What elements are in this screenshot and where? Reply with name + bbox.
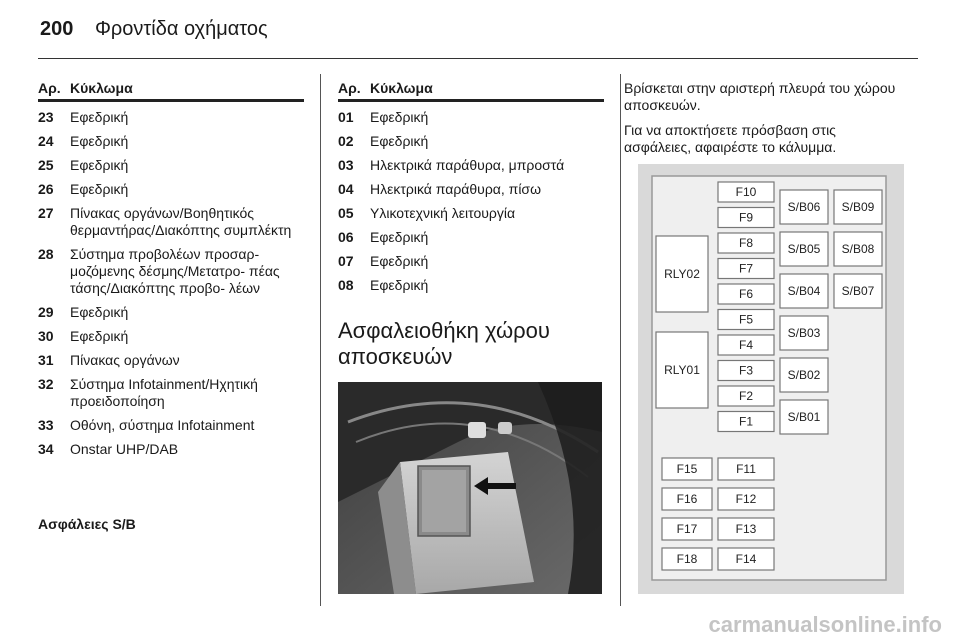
fuse-number: 31 [38, 352, 54, 368]
circuit-description: Εφεδρική [70, 328, 129, 344]
table-row [338, 253, 604, 270]
sb-fuse-cell [780, 316, 828, 350]
fuse-cell [718, 386, 774, 406]
table-row [338, 133, 604, 150]
table-row [338, 277, 604, 294]
table-row [338, 181, 604, 198]
fuse-number: 30 [38, 328, 54, 344]
fuse-table-sb [338, 80, 604, 294]
circuit-description: Εφεδρική [70, 109, 129, 125]
circuit-description: Σύστημα Infotainment/Ηχητική προειδοποίηση [70, 376, 258, 409]
sb-fuse-cell-label: S/B06 [787, 200, 821, 214]
table-row [38, 376, 304, 410]
fuse-cell-label: F12 [735, 492, 757, 506]
fuse-cell [662, 458, 712, 480]
fuse-number: 28 [38, 246, 54, 262]
page-title: Φροντίδα οχήματος [94, 18, 268, 40]
sb-fuse-cell-label: S/B03 [787, 326, 821, 340]
fuse-cell-label: F1 [738, 414, 754, 429]
circuit-description: Onstar UHP/DAB [70, 441, 179, 457]
sb-fuse-cell [834, 232, 882, 266]
sb-fuse-cell-label: S/B01 [787, 410, 821, 424]
table-row [38, 304, 304, 321]
table-row [38, 328, 304, 345]
fuse-number: 27 [38, 205, 54, 221]
circuit-description: Πίνακας οργάνων/Βοηθητικός θερμαντήρας/Διακόπτης συμπλέκτη [70, 205, 292, 238]
circuit-description: Οθόνη, σύστημα Infotainment [70, 417, 255, 433]
fuse-cell-label: F11 [736, 462, 756, 476]
trunk-photo [338, 382, 602, 594]
fuse-cell-label: F14 [735, 552, 757, 566]
col-header-circuit: Κύκλωμα [70, 80, 133, 96]
fuse-cell [718, 310, 774, 330]
table-row [338, 205, 604, 222]
table-row [38, 157, 304, 174]
relay-cell [656, 332, 708, 408]
fuse-cell [662, 518, 712, 540]
access-text: Για να αποκτήσετε πρόσβαση στις ασφάλειες, αφαιρέστε το κάλυμμα. [624, 122, 837, 155]
circuit-description: Σύστημα προβολέων προσαρ- μοζόμενης δέσμης/Μετατρο- πέας τάσης/Διακόπτης προβο- λέων [70, 246, 280, 296]
fuses-sb-title: Ασφάλειες S/B [38, 516, 136, 532]
fuse-number: 02 [338, 133, 354, 149]
relay-cell-label: RLY02 [664, 267, 700, 281]
table-row [38, 417, 304, 434]
column-divider-2 [620, 74, 621, 606]
fuse-cell [718, 458, 774, 480]
sb-fuse-cell [780, 232, 828, 266]
fuse-number: 04 [338, 181, 354, 197]
fuse-cell [718, 361, 774, 381]
fuse-number: 07 [338, 253, 354, 269]
sb-fuse-cell-label: S/B08 [841, 242, 875, 256]
fuse-cell [718, 182, 774, 202]
circuit-description: Εφεδρική [370, 109, 429, 125]
fuse-number: 33 [38, 417, 54, 433]
sb-fuse-cell-label: S/B07 [841, 284, 875, 298]
col-header-no: Αρ. [338, 80, 361, 96]
page-header [40, 18, 268, 41]
fuse-number: 08 [338, 277, 354, 293]
fuse-cell-label: F7 [738, 261, 754, 276]
circuit-description: Εφεδρική [70, 133, 129, 149]
sb-fuse-cell-label: S/B05 [787, 242, 821, 256]
sb-fuse-cell [780, 274, 828, 308]
fuse-cell [718, 548, 774, 570]
fuse-table-left [38, 80, 304, 458]
fuse-cell-label: F13 [735, 522, 757, 536]
fuse-cell [718, 208, 774, 228]
watermark: carmanualsonline.info [708, 612, 942, 637]
table-row [338, 157, 604, 174]
page-number: 200 [40, 18, 74, 40]
fuse-cell [718, 233, 774, 253]
fuse-cell [718, 518, 774, 540]
fuse-cell [662, 488, 712, 510]
relay-cell-label: RLY01 [664, 363, 700, 377]
table-row [338, 229, 604, 246]
table-row [338, 109, 604, 126]
circuit-description: Εφεδρική [70, 304, 129, 320]
circuit-description: Εφεδρική [370, 133, 429, 149]
fuse-cell [718, 412, 774, 432]
table-row [38, 181, 304, 198]
sb-fuse-cell-label: S/B02 [787, 368, 821, 382]
circuit-description: Εφεδρική [370, 277, 429, 293]
fuse-number: 23 [38, 109, 54, 125]
sb-fuse-cell-label: S/B09 [841, 200, 875, 214]
fuse-number: 06 [338, 229, 354, 245]
fuse-cell [718, 488, 774, 510]
column-divider-1 [320, 74, 321, 606]
circuit-description: Εφεδρική [370, 229, 429, 245]
fuse-cell [718, 259, 774, 279]
fuse-number: 26 [38, 181, 54, 197]
sb-fuse-cell [834, 274, 882, 308]
fuse-cell-label: F18 [676, 552, 698, 566]
fuse-number: 34 [38, 441, 54, 457]
sb-fuse-cell [780, 400, 828, 434]
fuse-cell-label: F17 [676, 522, 698, 536]
section-title: Ασφαλειοθήκη χώρου αποσκευών [338, 318, 550, 369]
fuse-cell [662, 548, 712, 570]
fuse-cell-label: F3 [738, 363, 754, 378]
circuit-description: Ηλεκτρικά παράθυρα, πίσω [370, 181, 542, 197]
table-body [38, 109, 304, 458]
fuse-cell-label: F15 [676, 462, 698, 476]
fuse-number: 05 [338, 205, 354, 221]
fuse-cell-label: F9 [738, 210, 754, 225]
table-header [38, 80, 304, 102]
sb-fuse-cell [780, 358, 828, 392]
table-body [338, 109, 604, 294]
table-header [338, 80, 604, 102]
header-divider [38, 58, 918, 59]
fuse-box-diagram [638, 164, 904, 594]
table-row [38, 205, 304, 239]
fuse-cell-label: F8 [738, 236, 754, 250]
fuse-cell-label: F2 [738, 389, 754, 403]
fuse-cell [718, 284, 774, 304]
table-row [38, 352, 304, 369]
circuit-description: Εφεδρική [370, 253, 429, 269]
fuse-cell-label: F10 [735, 185, 757, 199]
table-row [38, 109, 304, 126]
table-row [38, 246, 304, 297]
col-header-no: Αρ. [38, 80, 61, 96]
table-row [38, 441, 304, 458]
table-row [38, 133, 304, 150]
fuse-cell [718, 335, 774, 355]
circuit-description: Εφεδρική [70, 157, 129, 173]
sb-fuse-cell [780, 190, 828, 224]
fuse-cell-label: F16 [676, 492, 698, 506]
fuse-number: 29 [38, 304, 54, 320]
circuit-description: Ηλεκτρικά παράθυρα, μπροστά [370, 157, 565, 173]
circuit-description: Εφεδρική [70, 181, 129, 197]
fuse-number: 32 [38, 376, 54, 392]
sb-fuse-cell [834, 190, 882, 224]
fuse-number: 24 [38, 133, 54, 149]
circuit-description: Υλικοτεχνική λειτουργία [370, 205, 516, 221]
fuse-cell-label: F4 [738, 338, 754, 352]
col-header-circuit: Κύκλωμα [370, 80, 433, 96]
fuse-number: 25 [38, 157, 54, 173]
fuse-number: 03 [338, 157, 354, 173]
fuse-number: 01 [338, 109, 354, 125]
circuit-description: Πίνακας οργάνων [70, 352, 180, 368]
fuse-cell-label: F6 [738, 287, 754, 301]
sb-fuse-cell-label: S/B04 [787, 284, 821, 298]
location-text: Βρίσκεται στην αριστερή πλευρά του χώρου αποσκευών. [624, 80, 896, 113]
fuse-cell-label: F5 [738, 312, 754, 327]
relay-cell [656, 236, 708, 312]
